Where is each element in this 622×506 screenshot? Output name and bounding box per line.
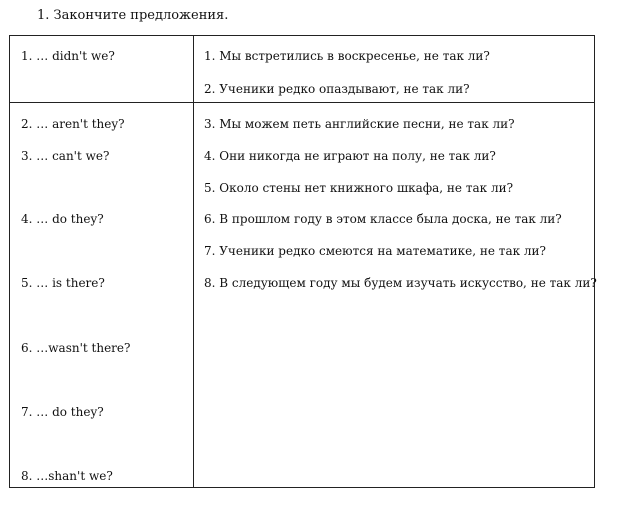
left-item-2: 2. … aren't they? [21,117,125,131]
left-item-1: 1. … didn't we? [21,49,115,63]
right-item-2: 2. Ученики редко опаздывают, не так ли? [204,82,470,96]
exercise-title: 1. Закончите предложения. [37,8,229,23]
left-item-7: 7. … do they? [21,405,104,419]
right-item-1: 1. Мы встретились в воскресенье, не так ли? [204,49,490,63]
left-item-6: 6. …wasn't there? [21,341,131,355]
left-item-3: 3. … can't we? [21,149,110,163]
right-item-8: 8. В следующем году мы будем изучать искусство, не так ли? [204,276,597,290]
right-item-6: 6. В прошлом году в этом классе была доска, не так ли? [204,212,562,226]
right-item-3: 3. Мы можем петь английские песни, не так ли? [204,117,515,131]
right-item-4: 4. Они никогда не играют на полу, не так ли? [204,149,496,163]
left-item-8: 8. …shan't we? [21,469,113,483]
right-item-7: 7. Ученики редко смеются на математике, не так ли? [204,244,546,258]
left-item-5: 5. … is there? [21,276,105,290]
right-item-5: 5. Около стены нет книжного шкафа, не так ли? [204,181,514,195]
left-item-4: 4. … do they? [21,212,104,226]
column-divider [193,36,194,487]
exercise-table [9,35,595,488]
row-divider [10,102,594,103]
